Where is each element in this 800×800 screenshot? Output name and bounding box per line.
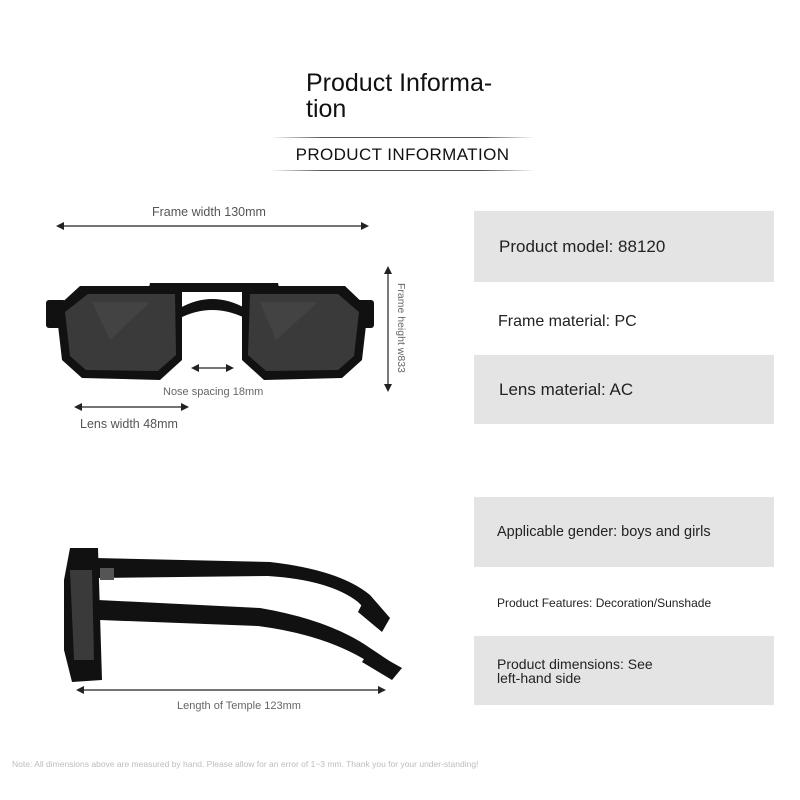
glasses-side xyxy=(64,548,402,682)
spec-frame-material-text: Frame material: PC xyxy=(498,313,637,330)
spec-features-text: Product Features: Decoration/Sunshade xyxy=(497,596,712,610)
spec-model xyxy=(474,211,774,282)
lens-width-label: Lens width 48mm xyxy=(80,417,178,431)
footnote: Note: All dimensions above are measured by hand. Please allow for an error of 1~3 mm. Thank you for your under-standing! xyxy=(12,759,479,769)
page-title: Product Informa- tion xyxy=(306,69,493,123)
spec-frame-material xyxy=(474,305,774,339)
front-view-diagram xyxy=(0,190,440,450)
title-divider xyxy=(270,137,535,138)
nose-spacing-label: Nose spacing 18mm xyxy=(163,386,264,398)
spec-lens-material xyxy=(474,355,774,424)
spec-gender-text: Applicable gender: boys and girls xyxy=(497,524,711,540)
heading-divider xyxy=(270,170,535,171)
spec-features xyxy=(474,590,774,616)
frame-width-label: Frame width 130mm xyxy=(152,205,266,219)
section-heading: PRODUCT INFORMATION xyxy=(295,145,510,164)
spec-gender xyxy=(474,497,774,567)
temple-length-label: Length of Temple 123mm xyxy=(177,700,301,712)
frame-height-label: Frame height w833 xyxy=(395,283,407,373)
spec-dimensions-line2: left-hand side xyxy=(497,669,582,686)
glasses-front xyxy=(46,283,374,380)
spec-model-text: Product model: 88120 xyxy=(499,236,666,256)
spec-dimensions-line1: Product dimensions: See xyxy=(497,655,653,672)
spec-dimensions xyxy=(474,636,774,705)
side-view-diagram xyxy=(40,540,420,710)
spec-lens-material-text: Lens material: AC xyxy=(499,379,634,399)
